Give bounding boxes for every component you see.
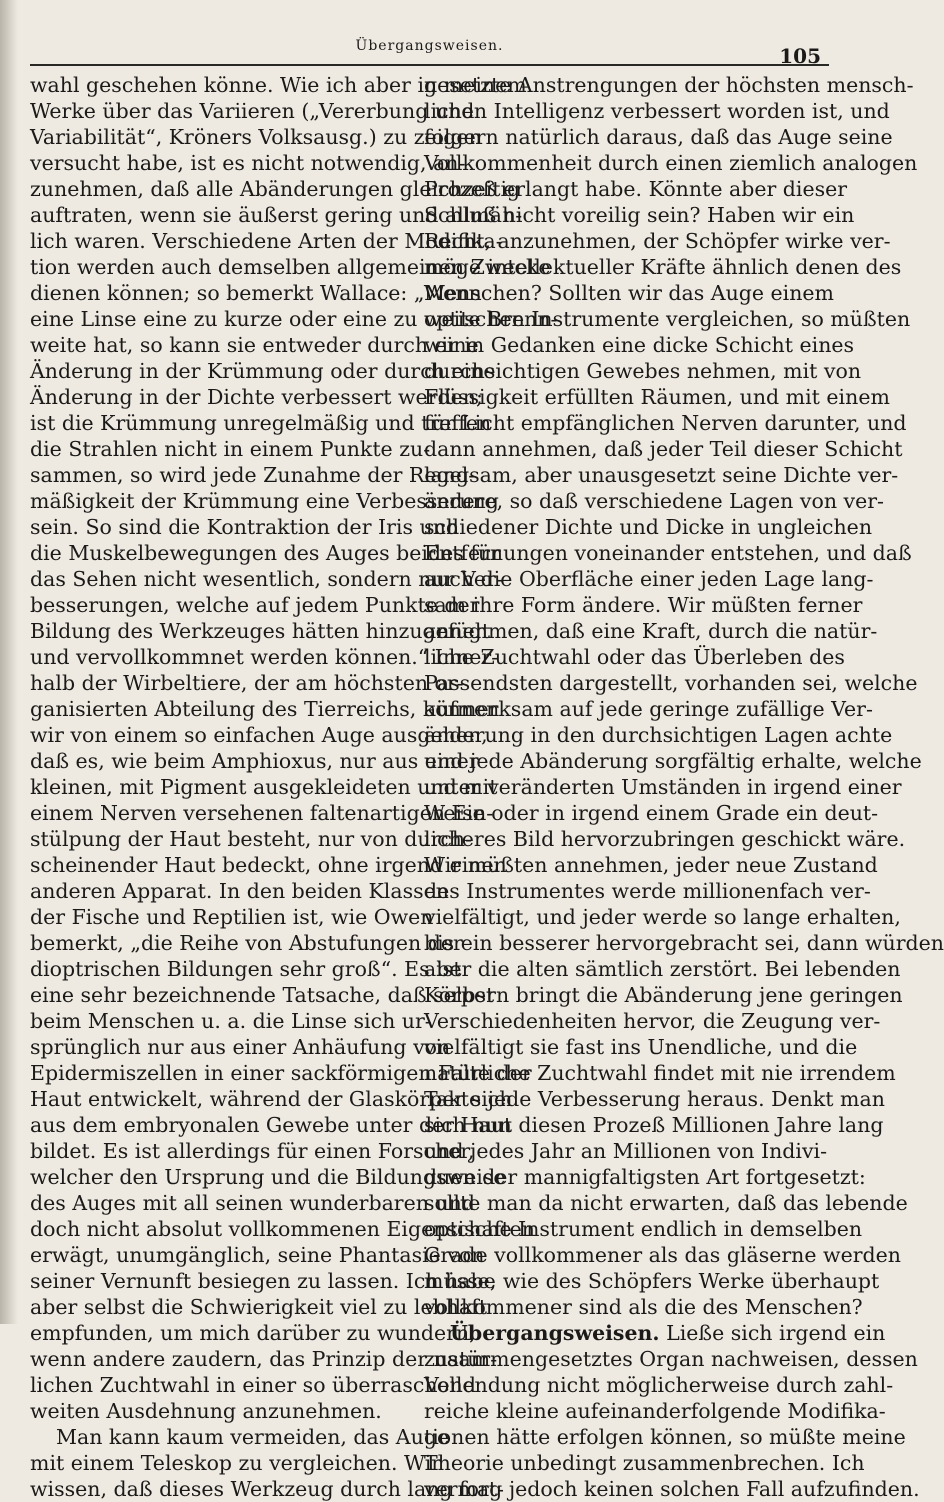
- text-line: für Licht empfänglichen Nerven darunter, und: [424, 411, 907, 435]
- text-line: wir in Gedanken eine dicke Schicht eines: [424, 333, 855, 357]
- text-line: Körpern bringt die Abänderung jene geringen: [424, 983, 903, 1007]
- text-line: Verschiedenheiten hervor, die Zeugung ver-: [424, 1009, 881, 1033]
- section-heading-line: [424, 1320, 886, 1346]
- text-line: duen der mannigfaltigsten Art fortgesetzt:: [424, 1165, 866, 1189]
- text-line: kleinen, mit Pigment ausgekleideten und mit: [30, 775, 498, 799]
- text-line: auftraten, wenn sie äußerst gering und allmäh-: [30, 203, 523, 227]
- text-line: lich waren. Verschiedene Arten der Modifika-: [30, 229, 503, 253]
- text-line: dann annehmen, daß jeder Teil dieser Schicht: [424, 437, 903, 461]
- text-line: scheinender Haut bedeckt, ohne irgend einen: [30, 853, 507, 877]
- text-line: wahl geschehen könne. Wie ich aber in meinem: [30, 73, 527, 97]
- text-line: Man kann kaum vermeiden, das Auge: [56, 1425, 450, 1449]
- section-heading: Übergangsweisen.: [450, 1321, 660, 1345]
- text-line: versucht habe, ist es nicht notwendig, an-: [30, 151, 466, 175]
- text-line: empfunden, um mich darüber zu wundern,: [30, 1321, 476, 1345]
- text-line: vermag jedoch keinen solchen Fall aufzufinden.: [424, 1477, 920, 1501]
- text-line: optischen Instrumente vergleichen, so müßten: [424, 307, 911, 331]
- text-line: welcher den Ursprung und die Bildungsweise: [30, 1165, 506, 1189]
- text-line: Werke über das Variieren („Vererbung und: [30, 99, 475, 123]
- text-line: zunehmen, daß alle Abänderungen gleichzeitig: [30, 177, 521, 201]
- text-line: sam ihre Form ändere. Wir müßten ferner: [424, 593, 863, 617]
- text-line: reiche kleine aufeinanderfolgende Modifika-: [424, 1399, 886, 1423]
- text-line: einem Nerven versehenen faltenartigen Ein-: [30, 801, 494, 825]
- text-line: erwägt, unumgänglich, seine Phantasie von: [30, 1243, 485, 1267]
- text-line: sich nun diesen Prozeß Millionen Jahre lang: [424, 1113, 884, 1137]
- text-line: unter veränderten Umständen in irgend einer: [424, 775, 902, 799]
- text-line: Wir müßten annehmen, jeder neue Zustand: [424, 853, 878, 877]
- text-line: sammen, so wird jede Zunahme der Regel-: [30, 463, 476, 487]
- text-line: zusammengesetztes Organ nachweisen, dessen: [424, 1347, 918, 1371]
- text-line: vielfältigt, und jeder werde so lange erhalten,: [424, 905, 901, 929]
- text-line: bis ein besserer hervorgebracht sei, dann würden: [424, 931, 944, 955]
- text-line: Vollkommenheit durch einen ziemlich analogen: [424, 151, 918, 175]
- text-line: und jede Abänderung sorgfältig erhalte, welche: [424, 749, 922, 773]
- text-line: auch die Oberfläche einer jeden Lage lang-: [424, 567, 874, 591]
- text-line: stülpung der Haut besteht, nur von durch-: [30, 827, 473, 851]
- text-line: daß es, wie beim Amphioxus, nur aus einer: [30, 749, 479, 773]
- text-line: annehmen, daß eine Kraft, durch die natür-: [424, 619, 878, 643]
- text-line: sein. So sind die Kontraktion der Iris und: [30, 515, 460, 539]
- header-rule: [30, 64, 829, 66]
- text-line: Prozeß erlangt habe. Könnte aber dieser: [424, 177, 848, 201]
- text-line: änderung in den durchsichtigen Lagen achte: [424, 723, 893, 747]
- section-heading-rest: Ließe sich irgend ein: [666, 1321, 886, 1345]
- text-line: ändere, so daß verschiedene Lagen von ver-: [424, 489, 884, 513]
- text-line: bildet. Es ist allerdings für einen Forscher,: [30, 1139, 475, 1163]
- text-line: der Fische und Reptilien ist, wie Owen: [30, 905, 434, 929]
- text-line: Haut entwickelt, während der Glaskörper sich: [30, 1087, 513, 1111]
- text-line: ganisierten Abteilung des Tierreichs, können: [30, 697, 500, 721]
- text-line: Flüssigkeit erfüllten Räumen, und mit einem: [424, 385, 890, 409]
- text-line: sprünglich nur aus einer Anhäufung von: [30, 1035, 451, 1059]
- text-line: vielfältigt sie fast ins Unendliche, und die: [424, 1035, 858, 1059]
- text-line: anderen Apparat. In den beiden Klassen: [30, 879, 449, 903]
- text-line: licheres Bild hervorzubringen geschickt wäre.: [424, 827, 906, 851]
- text-line: optische Instrument endlich in demselben: [424, 1217, 863, 1241]
- text-line: Recht, anzunehmen, der Schöpfer wirke ver-: [424, 229, 891, 253]
- text-line: Passendsten dargestellt, vorhanden sei, welche: [424, 671, 918, 695]
- text-line: lichen Zuchtwahl in einer so überraschend: [30, 1373, 476, 1397]
- text-line: Entfernungen voneinander entstehen, und daß: [424, 541, 912, 565]
- text-line: aus dem embryonalen Gewebe unter der Haut: [30, 1113, 513, 1137]
- text-line: Änderung in der Krümmung oder durch eine: [30, 359, 496, 383]
- text-line: seiner Vernunft besiegen zu lassen. Ich habe: [30, 1269, 496, 1293]
- text-line: lichen Intelligenz verbessert worden ist, und: [424, 99, 890, 123]
- text-line: gesetzte Anstrengungen der höchsten mensch-: [424, 73, 914, 97]
- text-line: des Instrumentes werde millionenfach ver-: [424, 879, 871, 903]
- text-line: aufmerksam auf jede geringe zufällige Ver-: [424, 697, 873, 721]
- text-line: tionen hätte erfolgen können, so müßte meine: [424, 1425, 906, 1449]
- page-number: 105: [779, 44, 821, 68]
- text-line: die Muskelbewegungen des Auges beides für: [30, 541, 501, 565]
- text-line: dienen können; so bemerkt Wallace: „Wenn: [30, 281, 482, 305]
- text-line: doch nicht absolut vollkommenen Eigenschaften: [30, 1217, 536, 1241]
- text-line: Vollendung nicht möglicherweise durch zahl-: [424, 1373, 894, 1397]
- text-line: müsse, wie des Schöpfers Werke überhaupt: [424, 1269, 880, 1293]
- text-line: mit einem Teleskop zu vergleichen. Wir: [30, 1451, 442, 1475]
- text-line: des Auges mit all seinen wunderbaren und: [30, 1191, 475, 1215]
- text-line: vollkommener sind als die des Menschen?: [424, 1295, 863, 1319]
- text-line: beim Menschen u. a. die Linse sich ur-: [30, 1009, 432, 1033]
- text-line: Variabilität“, Kröners Volksausg.) zu zeigen: [30, 125, 482, 149]
- text-line: weite hat, so kann sie entweder durch eine: [30, 333, 479, 357]
- text-line: bemerkt, „die Reihe von Abstufungen der: [30, 931, 463, 955]
- text-line: besserungen, welche auf jedem Punkte der: [30, 593, 480, 617]
- text-line: das Sehen nicht wesentlich, sondern nur Ver-: [30, 567, 503, 591]
- text-line: Epidermiszellen in einer sackförmigen Falte der: [30, 1061, 532, 1085]
- text-line: liche Zuchtwahl oder das Überleben des: [424, 645, 845, 669]
- text-line: aber selbst die Schwierigkeit viel zu lebhaft: [30, 1295, 487, 1319]
- text-line: Grade vollkommener als das gläserne werden: [424, 1243, 901, 1267]
- text-line: ist die Krümmung unregelmäßig und treffen: [30, 411, 492, 435]
- text-line: durchsichtigen Gewebes nehmen, mit von: [424, 359, 862, 383]
- text-line: folgern natürlich daraus, daß das Auge seine: [424, 125, 893, 149]
- text-line: Bildung des Werkzeuges hätten hinzugefügt: [30, 619, 490, 643]
- text-line: eine sehr bezeichnende Tatsache, daß selbst: [30, 983, 495, 1007]
- text-line: sollte man da nicht erwarten, daß das lebende: [424, 1191, 908, 1215]
- text-line: mäßigkeit der Krümmung eine Verbesserung: [30, 489, 499, 513]
- text-line: Theorie unbedingt zusammenbrechen. Ich: [424, 1451, 865, 1475]
- text-line: wissen, daß dieses Werkzeug durch lang fort-: [30, 1477, 504, 1501]
- text-line: die Strahlen nicht in einem Punkte zu-: [30, 437, 431, 461]
- text-line: und vervollkommnet werden können.“ Inner-: [30, 645, 499, 669]
- text-line: aber die alten sämtlich zerstört. Bei lebenden: [424, 957, 901, 981]
- right-column: [424, 72, 944, 1501]
- text-line: möge intellektueller Kräfte ähnlich denen des: [424, 255, 902, 279]
- text-line: wenn andere zaudern, das Prinzip der natür-: [30, 1347, 498, 1371]
- text-line: langsam, aber unausgesetzt seine Dichte ver-: [424, 463, 899, 487]
- page-edge-shadow: [0, 0, 18, 1324]
- text-line: Weise oder in irgend einem Grade ein deut-: [424, 801, 879, 825]
- text-line: tion werden auch demselben allgemeinen Zwecke: [30, 255, 551, 279]
- text-line: schiedener Dichte und Dicke in ungleichen: [424, 515, 873, 539]
- text-line: Takte jede Verbesserung heraus. Denkt man: [424, 1087, 885, 1111]
- text-line: und jedes Jahr an Millionen von Indivi-: [424, 1139, 828, 1163]
- text-line: natürliche Zuchtwahl findet mit nie irrendem: [424, 1061, 896, 1085]
- text-line: halb der Wirbeltiere, der am höchsten or-: [30, 671, 464, 695]
- text-line: dioptrischen Bildungen sehr groß“. Es ist: [30, 957, 462, 981]
- running-head: Übergangsweisen.: [355, 38, 504, 54]
- text-line: Änderung in der Dichte verbessert werden;: [30, 385, 483, 409]
- text-line: eine Linse eine zu kurze oder eine zu weite Brenn-: [30, 307, 558, 331]
- text-line: Menschen? Sollten wir das Auge einem: [424, 281, 834, 305]
- text-line: Schluß nicht voreilig sein? Haben wir ein: [424, 203, 855, 227]
- text-line: weiten Ausdehnung anzunehmen.: [30, 1399, 382, 1423]
- text-line: wir von einem so einfachen Auge ausgehen,: [30, 723, 488, 747]
